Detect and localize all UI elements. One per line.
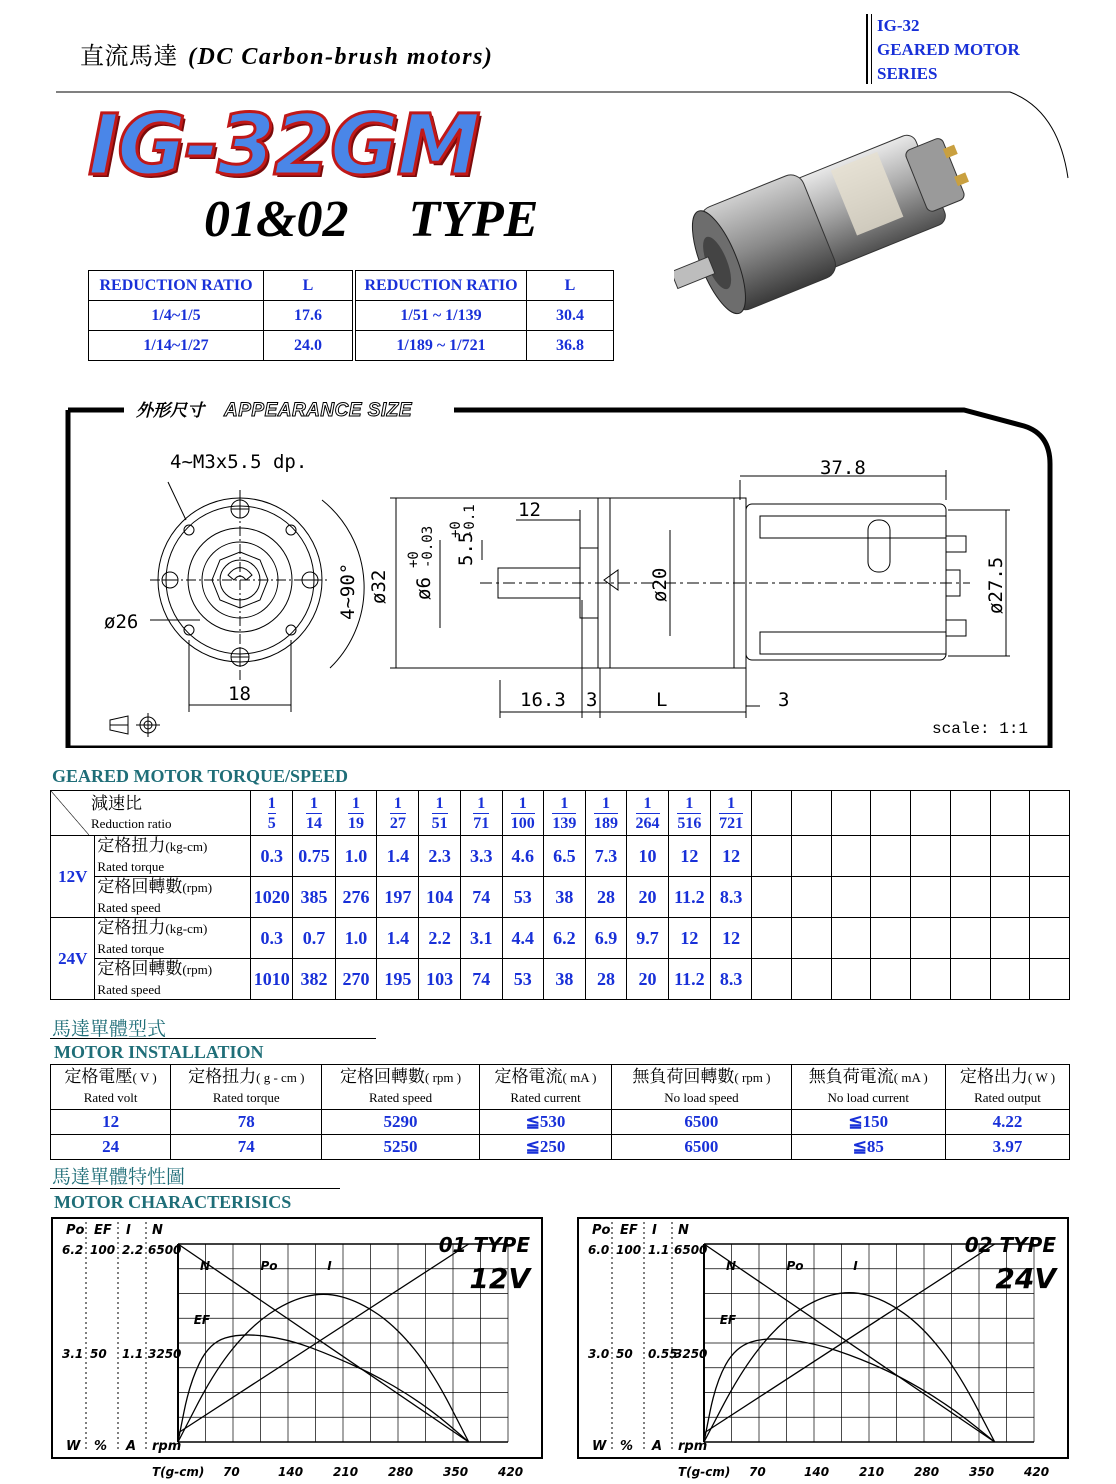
series-ef — [178, 1335, 469, 1442]
table-cell: 0.3 — [250, 836, 293, 877]
header-cell: 定格扭力( g - cm ) Rated torque — [171, 1065, 322, 1110]
table-cell: 28 — [585, 877, 627, 918]
table-cell: 1/189 ~ 1/721 — [354, 331, 527, 361]
table-cell: 24.0 — [264, 331, 355, 361]
table-cell: 0.7 — [293, 918, 335, 959]
holes-dim: 4~M3x5.5 dp. — [170, 451, 308, 473]
x-tick-label: 420 — [498, 1465, 524, 1479]
axis-mid: 1.1 — [122, 1347, 144, 1361]
table-cell: 4.22 — [946, 1110, 1070, 1135]
table-row — [51, 791, 1070, 836]
header-cell: 定格出力( W ) Rated output — [946, 1065, 1070, 1110]
l3b-dim: 3 — [778, 689, 790, 711]
table-cell: 20 — [627, 959, 669, 1000]
table-cell: 12 — [668, 918, 710, 959]
axis-unit: % — [620, 1439, 634, 1454]
ratio-cell: $\frac{1}{721}$ — [710, 791, 752, 836]
axis-max: 6500 — [148, 1243, 182, 1257]
chart-subtitle: 24V — [995, 1262, 1056, 1295]
series-ef — [704, 1339, 995, 1442]
series-po — [178, 1294, 469, 1442]
series-po — [704, 1293, 995, 1442]
series-line-2: GEARED MOTOR — [877, 40, 1020, 59]
table-cell: 2.3 — [419, 836, 461, 877]
torque-speed-table — [50, 790, 1070, 1000]
x-tick-label: 420 — [1024, 1465, 1050, 1479]
table-cell: 24 — [51, 1135, 171, 1160]
table-row — [51, 1110, 1070, 1135]
table-cell: 6.2 — [544, 918, 586, 959]
series-label: N — [726, 1259, 737, 1273]
d20-dim: ø20 — [649, 567, 671, 602]
axis-head: N — [678, 1223, 689, 1238]
axis-max: 2.2 — [122, 1243, 144, 1257]
x-tick-label: 280 — [914, 1465, 940, 1479]
table-cell: ≦530 — [479, 1110, 612, 1135]
table-cell: 11.2 — [668, 959, 710, 1000]
install-title-cn: 馬達單體型式 — [52, 1019, 167, 1040]
series-label: I — [853, 1259, 858, 1273]
ratio-cell: $\frac{1}{71}$ — [461, 791, 502, 836]
title-en: (DC Carbon-brush motors) — [188, 44, 494, 70]
table-cell: 12 — [668, 836, 710, 877]
header-cell: REDUCTION RATIO — [354, 271, 527, 301]
ratio-cell: $\frac{1}{19}$ — [335, 791, 377, 836]
d26-dim: ø26 — [104, 611, 139, 633]
axis-unit: W — [592, 1439, 607, 1454]
axis-head: N — [152, 1223, 163, 1238]
chart-title: 01 TYPE — [438, 1233, 530, 1257]
axis-max: 100 — [90, 1243, 116, 1257]
x-tick-label: 140 — [278, 1465, 304, 1479]
table-cell: 276 — [335, 877, 377, 918]
table-cell: 74 — [461, 959, 502, 1000]
axis-max: 6500 — [674, 1243, 708, 1257]
table-cell: 3.97 — [946, 1135, 1070, 1160]
voltage-12-cell: 12V — [51, 836, 95, 918]
x-axis-label: T(g-cm) — [678, 1465, 731, 1479]
d6-tol-upper: +0 — [406, 551, 422, 568]
axis-mid: 3.0 — [588, 1347, 610, 1361]
chart-2 — [578, 1218, 1068, 1479]
table-cell: 1.4 — [377, 836, 419, 877]
series-label: EF — [719, 1313, 737, 1327]
table-cell: 270 — [335, 959, 377, 1000]
ratio-cell: $\frac{1}{51}$ — [419, 791, 461, 836]
header-cell: 無負荷回轉數( rpm ) No load speed — [612, 1065, 791, 1110]
table-cell: 20 — [627, 877, 669, 918]
axis-mid: 0.55 — [648, 1347, 678, 1361]
s12-dim: 12 — [518, 499, 541, 521]
table-cell: 78 — [171, 1110, 322, 1135]
axis-max: 100 — [616, 1243, 642, 1257]
side-view — [390, 470, 1010, 718]
l163-dim: 16.3 — [520, 689, 566, 711]
x-tick-label: 280 — [388, 1465, 414, 1479]
title-cn: 直流馬達 — [80, 44, 178, 70]
table-cell: 3.3 — [461, 836, 502, 877]
table-row — [51, 918, 1070, 959]
table-cell: 1/51 ~ 1/139 — [354, 301, 527, 331]
table-cell: 195 — [377, 959, 419, 1000]
table-cell: 5250 — [322, 1135, 479, 1160]
ratio-cell: $\frac{1}{14}$ — [293, 791, 335, 836]
product-logo: IG-32GM — [88, 96, 479, 194]
table-cell: 3.1 — [461, 918, 502, 959]
front-view — [150, 482, 364, 712]
torque-label: 定格扭力(kg-cm) Rated torque — [95, 918, 251, 959]
projection-symbol-icon — [110, 713, 160, 737]
table-cell: 6500 — [612, 1135, 791, 1160]
series-i — [178, 1244, 469, 1433]
axis-mid: 3.1 — [62, 1347, 84, 1361]
table-cell: 6.9 — [585, 918, 627, 959]
angle-dim: 4~90° — [337, 562, 359, 620]
characteristics-title-en: MOTOR CHARACTERISICS — [54, 1192, 292, 1212]
chart-subtitle: 12V — [469, 1262, 530, 1295]
characteristics-title-cn: 馬達單體特性圖 — [52, 1167, 186, 1188]
table-cell: 10 — [627, 836, 669, 877]
ratio-label-cell — [51, 791, 251, 836]
ratio-label-en: Reduction ratio — [91, 815, 172, 831]
x-tick-label: 70 — [223, 1465, 240, 1479]
d32-dim: ø32 — [368, 569, 390, 604]
table-cell: 53 — [502, 877, 544, 918]
axis-head: I — [652, 1223, 657, 1238]
table-cell: 1.4 — [377, 918, 419, 959]
type-word: TYPE — [408, 191, 539, 248]
l378-dim: 37.8 — [820, 457, 866, 479]
table-cell: 8.3 — [710, 877, 752, 918]
series-label: Po — [260, 1259, 278, 1273]
ratio-cell: $\frac{1}{100}$ — [502, 791, 544, 836]
axis-mid: 3250 — [674, 1347, 708, 1361]
table-cell: 1/4~1/5 — [89, 301, 264, 331]
series-line-3: SERIES — [877, 64, 938, 83]
axis-unit: rpm — [678, 1439, 708, 1454]
x-axis-label: T(g-cm) — [152, 1465, 205, 1479]
table-row — [51, 1065, 1070, 1110]
torque-label: 定格扭力(kg-cm) Rated torque — [95, 836, 251, 877]
series-i — [704, 1244, 995, 1433]
voltage-24-cell: 24V — [51, 918, 95, 1000]
axis-head: I — [126, 1223, 131, 1238]
s55-tol-upper: +0 — [448, 521, 464, 538]
table-cell: 0.3 — [250, 918, 293, 959]
table-cell: 38 — [544, 959, 586, 1000]
table-cell: 382 — [293, 959, 335, 1000]
motor-installation-table — [50, 1064, 1070, 1160]
table-cell: 11.2 — [668, 877, 710, 918]
header-cell: L — [264, 271, 355, 301]
ratio-label-cn: 減速比 — [91, 793, 142, 813]
table-cell: ≦150 — [791, 1110, 946, 1135]
table-cell: 385 — [293, 877, 335, 918]
x-tick-label: 210 — [333, 1465, 359, 1479]
table-cell: 53 — [502, 959, 544, 1000]
series-label: Po — [786, 1259, 804, 1273]
table-cell: 6.5 — [544, 836, 586, 877]
axis-head: EF — [620, 1223, 638, 1238]
characteristics-charts — [0, 1214, 1116, 1480]
table-cell: 36.8 — [527, 331, 614, 361]
axis-max: 6.0 — [588, 1243, 610, 1257]
axis-unit: W — [66, 1439, 81, 1454]
ratio-cell: $\frac{1}{516}$ — [668, 791, 710, 836]
table-row — [51, 836, 1070, 877]
table-cell: 2.2 — [419, 918, 461, 959]
appearance-title-cn: 外形尺寸 — [136, 401, 204, 420]
table-cell: 30.4 — [527, 301, 614, 331]
chart-title: 02 TYPE — [964, 1233, 1056, 1257]
table-cell: 74 — [171, 1135, 322, 1160]
table-cell: 1020 — [250, 877, 293, 918]
axis-unit: rpm — [152, 1439, 182, 1454]
table-cell: 1.0 — [335, 918, 377, 959]
table-cell: 38 — [544, 877, 586, 918]
table-cell: 1010 — [250, 959, 293, 1000]
install-title-en: MOTOR INSTALLATION — [54, 1042, 264, 1062]
x-tick-label: 210 — [859, 1465, 885, 1479]
x-tick-label: 140 — [804, 1465, 830, 1479]
table-cell: 1/14~1/27 — [89, 331, 264, 361]
series-line-1: IG-32 — [877, 16, 920, 35]
header-cell: 無負荷電流( mA ) No load current — [791, 1065, 946, 1110]
axis-mid: 3250 — [148, 1347, 182, 1361]
axis-head: Po — [592, 1223, 611, 1238]
table-cell: 7.3 — [585, 836, 627, 877]
header-cell: 定格電流( mA ) Rated current — [479, 1065, 612, 1110]
axis-max: 6.2 — [62, 1243, 84, 1257]
table-row — [51, 1135, 1070, 1160]
axis-unit: A — [652, 1439, 663, 1454]
header-cell: 定格回轉數( rpm ) Rated speed — [322, 1065, 479, 1110]
type-numbers: 01&02 — [204, 191, 349, 248]
speed-label: 定格回轉數(rpm) Rated speed — [95, 959, 251, 1000]
ratio-cell: $\frac{1}{264}$ — [627, 791, 669, 836]
axis-head: EF — [94, 1223, 112, 1238]
table-row — [51, 877, 1070, 918]
appearance-title-en: APPEARANCE SIZE — [224, 400, 413, 421]
axis-unit: % — [94, 1439, 108, 1454]
axis-mid: 50 — [616, 1347, 633, 1361]
s55-dim: 5.5 — [455, 531, 477, 566]
series-label: EF — [193, 1313, 211, 1327]
scale-note: scale: 1:1 — [932, 720, 1029, 738]
table-row — [51, 959, 1070, 1000]
axis-head: Po — [66, 1223, 85, 1238]
axis-mid: 50 — [90, 1347, 107, 1361]
d275-dim: ø27.5 — [985, 556, 1007, 614]
table-cell: 74 — [461, 877, 502, 918]
series-label: N — [200, 1259, 211, 1273]
ratio-cell: $\frac{1}{27}$ — [377, 791, 419, 836]
w18-dim: 18 — [228, 683, 251, 705]
header-cell: 定格電壓( V ) Rated volt — [51, 1065, 171, 1110]
s55-tol-lower: -0.1 — [462, 504, 478, 538]
table-cell: 12 — [51, 1110, 171, 1135]
table-cell: 9.7 — [627, 918, 669, 959]
speed-label: 定格回轉數(rpm) Rated speed — [95, 877, 251, 918]
x-tick-label: 70 — [749, 1465, 766, 1479]
table-cell: 1.0 — [335, 836, 377, 877]
l3a-dim: 3 — [586, 689, 598, 711]
table-cell: ≦85 — [791, 1135, 946, 1160]
d6-dim: ø6 — [413, 577, 435, 600]
table-cell: 8.3 — [710, 959, 752, 1000]
table-cell: 28 — [585, 959, 627, 1000]
ratio-cell: $\frac{1}{139}$ — [544, 791, 586, 836]
table-cell: 12 — [710, 836, 752, 877]
lL-dim: L — [656, 689, 668, 711]
table-cell: 5290 — [322, 1110, 479, 1135]
table-cell: 0.75 — [293, 836, 335, 877]
table-cell: ≦250 — [479, 1135, 612, 1160]
x-tick-label: 350 — [969, 1465, 995, 1479]
table-cell: 104 — [419, 877, 461, 918]
torque-section-title: GEARED MOTOR TORQUE/SPEED — [52, 766, 349, 786]
table-cell: 6500 — [612, 1110, 791, 1135]
header-cell: REDUCTION RATIO — [89, 271, 264, 301]
table-cell: 12 — [710, 918, 752, 959]
axis-max: 1.1 — [648, 1243, 670, 1257]
header-cell: L — [527, 271, 614, 301]
table-cell: 4.4 — [502, 918, 544, 959]
chart-1 — [52, 1218, 542, 1479]
table-cell: 4.6 — [502, 836, 544, 877]
ratio-cell: $\frac{1}{189}$ — [585, 791, 627, 836]
table-cell: 197 — [377, 877, 419, 918]
d6-tol-lower: -0.03 — [420, 525, 436, 568]
table-cell: 103 — [419, 959, 461, 1000]
table-cell: 17.6 — [264, 301, 355, 331]
x-tick-label: 350 — [443, 1465, 469, 1479]
series-label: I — [327, 1259, 332, 1273]
axis-unit: A — [126, 1439, 137, 1454]
ratio-cell: $\frac{1}{5}$ — [250, 791, 293, 836]
